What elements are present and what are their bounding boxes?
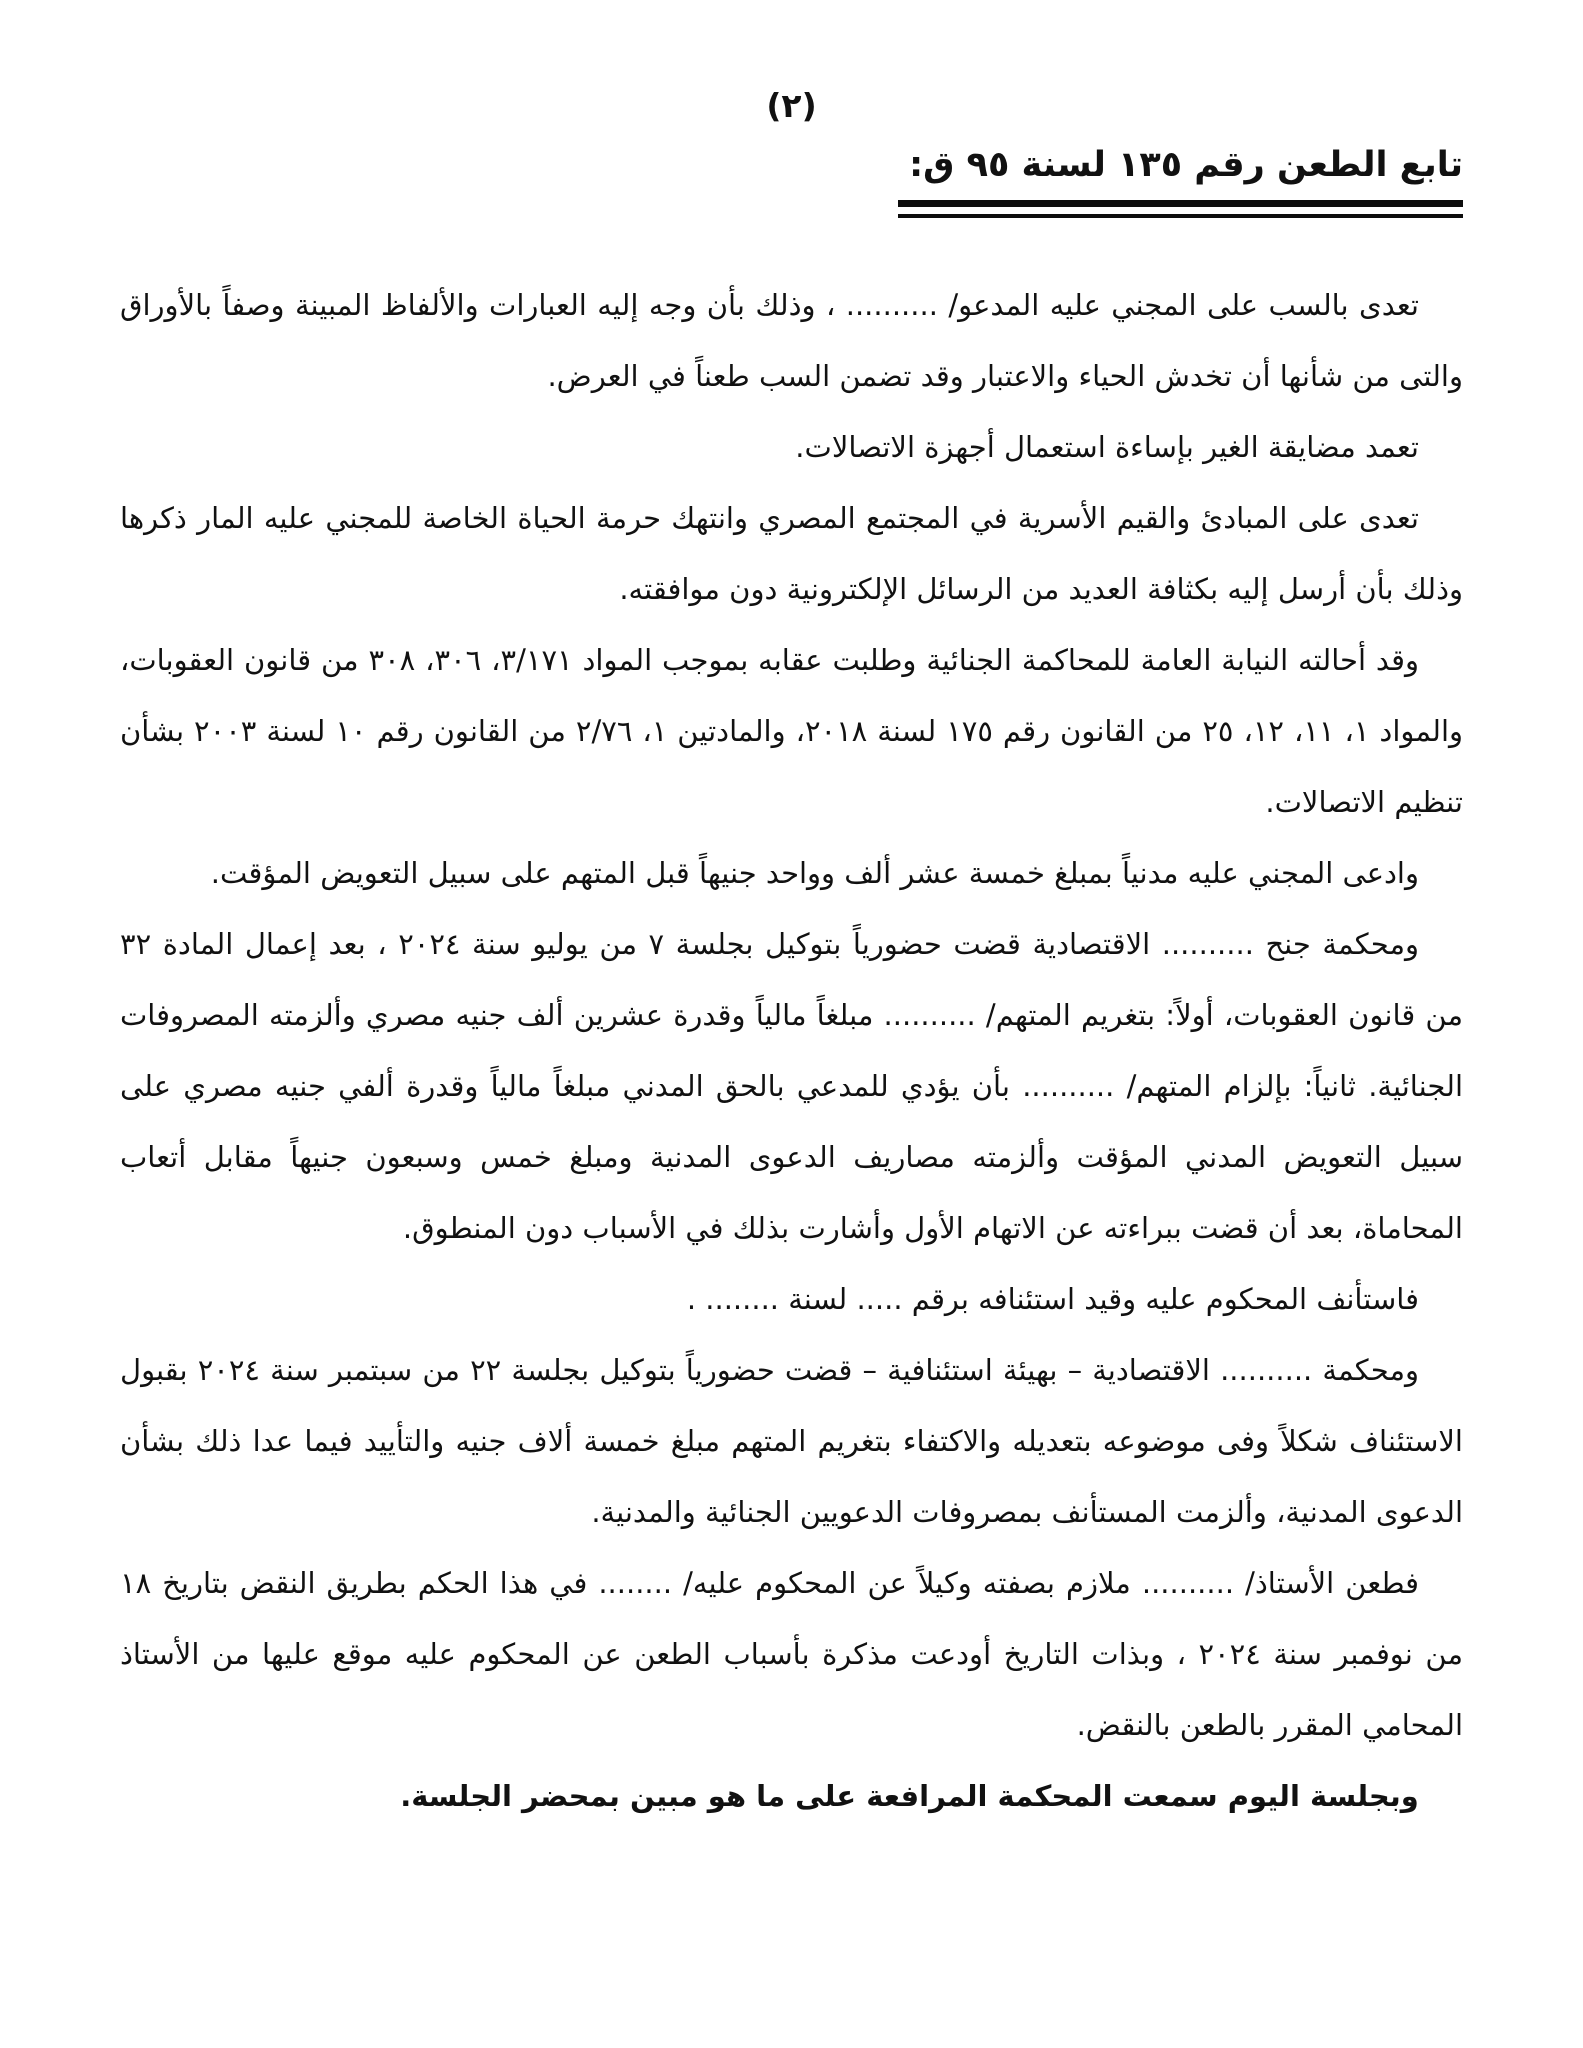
- paragraph-charge-insult: تعدى بالسب على المجني عليه المدعو/ .......... ، وذلك بأن وجه إليه العبارات والألفاظ المبينة وصفاً بالأوراق والتى من شأنها أن تخدش الحياء والاعتبار وقد تضمن السب طعناً في العرض.: [120, 288, 1463, 393]
- document-body: [0, 270, 1583, 1832]
- paragraph-charge-privacy-violation: تعدى على المبادئ والقيم الأسرية في المجتمع المصري وانتهك حرمة الحياة الخاصة للمجني عليه المار ذكرها وذلك بأن أرسل إليه بكثافة العديد من الرسائل الإلكترونية دون موافقته.: [120, 501, 1463, 606]
- paragraph-charge-harassment: تعمد مضايقة الغير بإساءة استعمال أجهزة الاتصالات.: [795, 430, 1419, 464]
- page-number: (٢): [766, 86, 817, 125]
- paragraph-first-instance-judgment: ومحكمة جنح .......... الاقتصادية قضت حضورياً بتوكيل بجلسة ٧ من يوليو سنة ٢٠٢٤ ، بعد إعمال المادة ٣٢ من قانون العقوبات، أولاً: بتغريم المتهم/ .......... مبلغاً مالياً وقدرة عشرين ألف جنيه مصري وألزمته المصروفات الجنائية. ثانياً: بإلزام المتهم/ .......... بأن يؤدي للمدعي بالحق المدني مبلغاً مالياً وقدرة ألفي جنيه مصري على سبيل التعويض المدني المؤقت وألزمته مصاريف الدعوى المدنية ومبلغ خمس وسبعون جنيهاً مقابل أتعاب المحاماة، بعد أن قضت ببراءته عن الاتهام الأول وأشارت بذلك في الأسباب دون المنطوق.: [120, 927, 1463, 1245]
- document-header: [0, 141, 1583, 218]
- paragraph-appeal-filing: فاستأنف المحكوم عليه وقيد استئنافه برقم ..... لسنة ........ .: [686, 1282, 1419, 1316]
- paragraph-appellate-judgment: ومحكمة .......... الاقتصادية – بهيئة استئنافية – قضت حضورياً بتوكيل بجلسة ٢٢ من سبتمبر سنة ٢٠٢٤ بقبول الاستئناف شكلاً وفى موضوعه بتعديله والاكتفاء بتغريم المتهم مبلغ خمسة ألاف جنيه والتأييد فيما عدا ذلك بشأن الدعوى المدنية، وألزمت المستأنف بمصروفات الدعويين الجنائية والمدنية.: [120, 1353, 1463, 1529]
- paragraph-civil-claim: وادعى المجني عليه مدنياً بمبلغ خمسة عشر ألف وواحد جنيهاً قبل المتهم على سبيل التعويض المؤقت.: [210, 856, 1419, 890]
- title-double-underline: [898, 200, 1463, 218]
- paragraph-prosecution-referral-articles: وقد أحالته النيابة العامة للمحاكمة الجنائية وطلبت عقابه بموجب المواد ٣/١٧١، ٣٠٦، ٣٠٨ من قانون العقوبات، والمواد ١، ١١، ١٢، ٢٥ من القانون رقم ١٧٥ لسنة ٢٠١٨، والمادتين ١، ٢/٧٦ من القانون رقم ١٠ لسنة ٢٠٠٣ بشأن تنظيم الاتصالات.: [120, 643, 1464, 819]
- paragraph-hearing-statement: وبجلسة اليوم سمعت المحكمة المرافعة على ما هو مبين بمحضر الجلسة.: [400, 1779, 1419, 1813]
- paragraph-cassation-filing: فطعن الأستاذ/ .......... ملازم بصفته وكيلاً عن المحكوم عليه/ ........ في هذا الحكم بطريق النقض بتاريخ ١٨ من نوفمبر سنة ٢٠٢٤ ، وبذات التاريخ أودعت مذكرة بأسباب الطعن عن المحكوم عليه موقع عليها من الأستاذ المحامي المقرر بالطعن بالنقض.: [120, 1566, 1463, 1742]
- case-title: تابع الطعن رقم ١٣٥ لسنة ٩٥ ق:: [909, 145, 1463, 185]
